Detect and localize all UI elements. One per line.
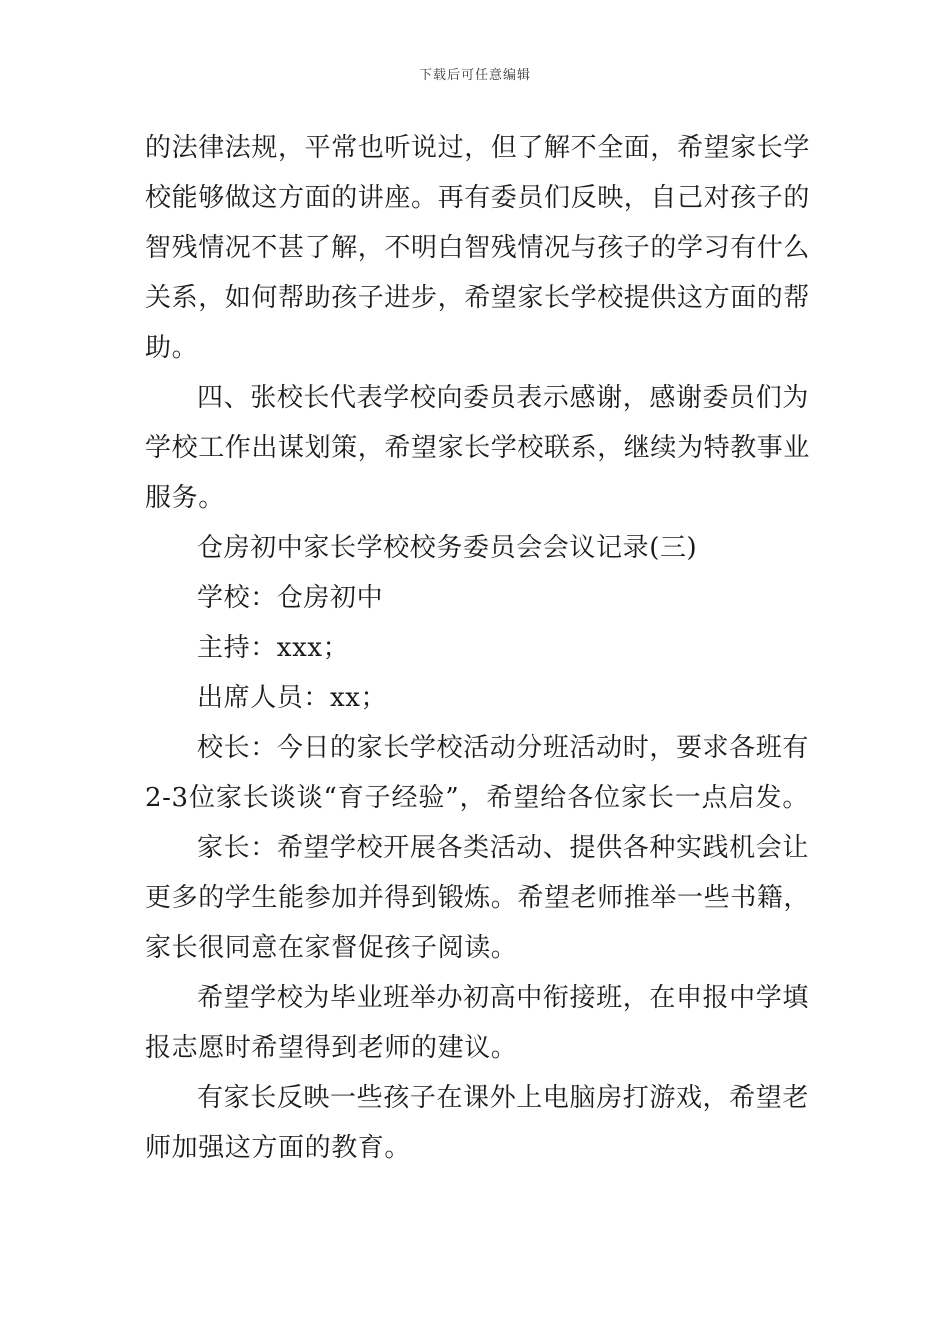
header-note: 下载后可任意编辑 [418,68,531,83]
text-line: 关系，如何帮助孩子进步，希望家长学校提供这方面的帮 [145,283,811,313]
text-line: 服务。 [145,483,225,513]
text-line: 出席人员：xx； [197,683,388,713]
text-line: 的法律法规，平常也听说过，但了解不全面，希望家长学 [145,133,811,163]
text-line: 更多的学生能参加并得到锻炼。希望老师推举一些书籍， [145,883,811,913]
text-line: 校能够做这方面的讲座。再有委员们反映，自己对孩子的 [145,183,811,213]
text-line: 学校：仓房初中 [197,583,384,613]
section-title: 仓房初中家长学校校务委员会会议记录(三) [197,533,698,563]
text-line: 学校工作出谋划策，希望家长学校联系，继续为特教事业 [145,433,811,463]
text-line: 报志愿时希望得到老师的建议。 [145,1033,518,1063]
text-line: 家长：希望学校开展各类活动、提供各种实践机会让 [197,833,809,863]
text-line: 2-3位家长谈谈“育子经验”，希望给各位家长一点启发。 [145,783,809,813]
text-line: 有家长反映一些孩子在课外上电脑房打游戏，希望老 [197,1083,809,1113]
text-line: 希望学校为毕业班举办初高中衔接班，在申报中学填 [197,983,809,1013]
text-line: 主持：xxx； [197,633,350,663]
text-line: 校长：今日的家长学校活动分班活动时，要求各班有 [197,733,809,763]
text-line: 智残情况不甚了解，不明白智残情况与孩子的学习有什么 [145,233,811,263]
text-line: 师加强这方面的教育。 [145,1133,412,1163]
text-line: 家长很同意在家督促孩子阅读。 [145,933,518,963]
document-body [145,123,809,1173]
text-line: 助。 [145,333,199,363]
text-line: 四、张校长代表学校向委员表示感谢，感谢委员们为 [197,383,809,413]
